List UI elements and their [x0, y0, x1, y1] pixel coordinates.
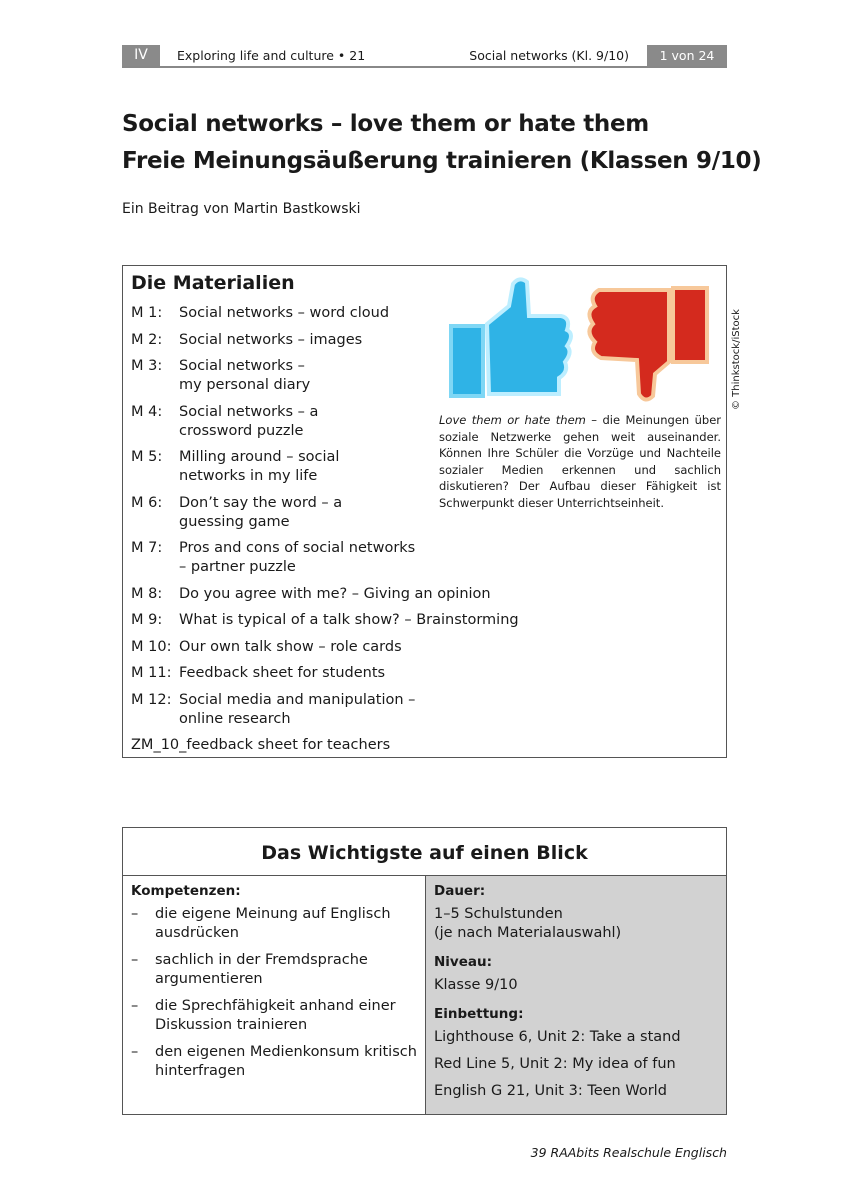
overview-heading: Das Wichtigste auf einen Blick: [123, 828, 726, 876]
material-title: Our own talk show – role cards: [179, 638, 402, 655]
header-right: Social networks (Kl. 9/10): [469, 48, 629, 63]
material-title: Social networks – a crossword puzzle: [179, 403, 319, 439]
thumbs-image: [439, 276, 717, 408]
page-number: 1 von 24: [647, 45, 727, 66]
author: Ein Beitrag von Martin Bastkowski: [122, 201, 361, 217]
caption-text: – die Meinungen über soziale Netzwerke gehen weit auseinander. Können Ihre Schüler die Vorzüge und Nachteile sozialer Medien erkennen und sachlich diskutieren? Der Aufbau dieser Fähigkeit ist Schwerpunkt dieser Unterrichtseinheit.: [439, 413, 721, 510]
thumbs-down-icon: [589, 288, 707, 400]
material-title: Social networks – word cloud: [179, 305, 390, 321]
material-number: M 11:: [131, 665, 172, 681]
materials-box: [122, 265, 727, 758]
page-title: [122, 106, 761, 180]
kompetenz-item: [131, 1043, 417, 1081]
material-number: M 9:: [131, 612, 163, 628]
overview-table: [122, 827, 727, 1115]
material-item: [131, 585, 519, 604]
material-title: Milling around – social networks in my life: [179, 449, 340, 484]
dash: –: [131, 952, 139, 968]
einbettung-label: Einbettung:: [434, 1006, 524, 1022]
material-title: Social networks – my personal diary: [179, 358, 311, 393]
material-title: Social networks – images: [179, 331, 363, 348]
niveau-value: Klasse 9/10: [434, 977, 518, 993]
material-number: M 4:: [131, 403, 163, 420]
image-credit: © Thinkstock/iStock: [731, 309, 742, 410]
kompetenz-text: die Sprechfähigkeit anhand einer Diskussion trainieren: [155, 998, 396, 1033]
dash: –: [131, 906, 139, 922]
material-number: M 5:: [131, 449, 163, 465]
title-line-1: Social networks – love them or hate them: [122, 111, 649, 137]
material-item: [131, 539, 519, 577]
material-number: M 12:: [131, 691, 172, 708]
material-number: M 6:: [131, 494, 163, 511]
material-number: ZM_10_feedback sheet for teachers: [131, 737, 391, 753]
page-header: [122, 45, 727, 68]
einbettung-item: English G 21, Unit 3: Teen World: [434, 1083, 667, 1099]
niveau-label: Niveau:: [434, 954, 493, 970]
dash: –: [131, 998, 139, 1014]
material-item: [131, 691, 519, 729]
material-number: M 1:: [131, 305, 163, 321]
material-number: M 8:: [131, 585, 163, 602]
dauer-note: (je nach Materialauswahl): [434, 925, 622, 941]
dauer-value: 1–5 Schulstunden: [434, 906, 563, 922]
material-item: [131, 611, 519, 630]
kompetenz-item: [131, 905, 417, 943]
kompetenz-text: die eigene Meinung auf Englisch ausdrücken: [155, 906, 391, 941]
material-item: [131, 638, 519, 657]
material-number: M 3:: [131, 358, 163, 374]
kompetenz-item: [131, 997, 417, 1035]
kompetenz-text: sachlich in der Fremdsprache argumentieren: [155, 952, 368, 987]
section-badge: IV: [122, 45, 160, 66]
footer: 39 RAAbits Realschule Englisch: [530, 1145, 727, 1160]
kompetenzen-column: [123, 876, 426, 1114]
material-number: M 2:: [131, 331, 163, 348]
kompetenz-text: den eigenen Medienkonsum kritisch hinterfragen: [155, 1044, 417, 1079]
material-number: M 7:: [131, 540, 163, 556]
kompetenzen-label: Kompetenzen:: [131, 883, 241, 899]
dash: –: [131, 1044, 139, 1060]
image-caption: [439, 412, 721, 511]
einbettung-item: Red Line 5, Unit 2: My idea of fun: [434, 1056, 676, 1072]
caption-italic: Love them or hate them: [439, 413, 586, 427]
material-item: [131, 664, 519, 683]
info-column: [426, 876, 726, 1114]
material-item: [131, 736, 519, 755]
material-title: Don’t say the word – a guessing game: [179, 494, 343, 530]
materials-heading: Die Materialien: [131, 272, 295, 294]
material-title: Pros and cons of social networks – partner puzzle: [179, 540, 416, 575]
material-number: M 10:: [131, 638, 172, 655]
einbettung-item: Lighthouse 6, Unit 2: Take a stand: [434, 1029, 681, 1045]
thumbs-up-icon: [451, 279, 571, 396]
dauer-label: Dauer:: [434, 883, 486, 899]
header-left: Exploring life and culture • 21: [177, 48, 366, 63]
kompetenz-item: [131, 951, 417, 989]
material-title: What is typical of a talk show? – Brainstorming: [179, 612, 519, 628]
material-title: Do you agree with me? – Giving an opinion: [179, 585, 491, 602]
material-title: Feedback sheet for students: [179, 665, 386, 681]
material-title: Social media and manipulation – online research: [179, 691, 416, 727]
title-line-2: Freie Meinungsäußerung trainieren (Klassen 9/10): [122, 148, 762, 174]
